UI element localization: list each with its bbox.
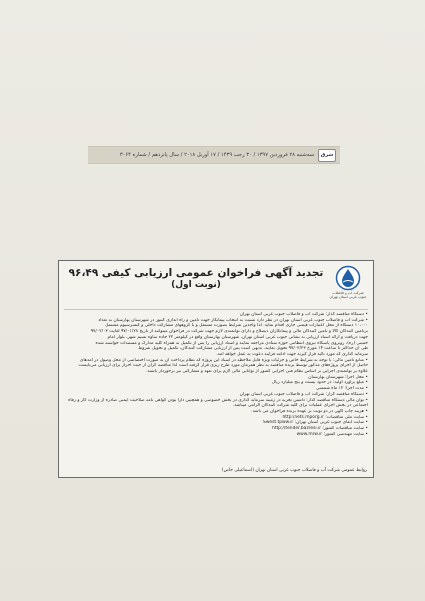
notice-subtitle: (نوبت اول) bbox=[171, 280, 221, 291]
notice-line: • سایت مهندسی کشور: www.mrw.ir bbox=[296, 431, 368, 437]
notice-line: • هزینه چاپ آگهی در دو نوبت بر عهده برنده فراخوان می باشد. bbox=[251, 408, 368, 414]
newspaper-header-strip bbox=[88, 146, 340, 164]
notice-line: ۱۰،۰۰۰ دستگاه از محل اعتبارات قیمتی جاری اقدام نماید. لذا واجدین شرایط بصورت مستقل و یا گروههای مشارکت داخلی و کنسرسیوم مشتمل bbox=[105, 323, 368, 329]
notice-line: برتامین کنندگان کالا و تامین کنندگان مالی و پیمانکاران ذیصلاح و دارای توانمندی لازم جهت شرکت در فراخوان میتوانند از تاریخ ۹۷/۰۱/۲۸ لغایت ۹۷/۰۲/۰۳ bbox=[90, 329, 368, 335]
org-logo bbox=[328, 265, 368, 305]
notice-line: خمینی (ره)، روبروی پاسگاه نیروی انتظامی حوزه ستادی مراجعه نمایند و اسناد ارزیابی را پس از تکمیل به همراه کلیه مدارک و مستندات خواسته شده bbox=[95, 340, 368, 346]
notice-title: تجدید آگهی فراخوان عمومی ارزیابی کیفی ۹۶،۴۹ bbox=[68, 267, 324, 279]
notice-line: حاصل از اجرای پروژه‌های مذکور توسط برنده مناقصه به نظر همزمان مورد طرح ریزی قرار گرفته است لذا مناقصه گران از حیث احراز برای ارزیابی می‌بایست bbox=[78, 363, 368, 369]
notice-line: • مدت اجرا: ۱۲ ماه شمسی bbox=[316, 386, 368, 392]
newspaper-logo bbox=[318, 149, 336, 162]
notice-body bbox=[64, 312, 368, 437]
issue-info: سه‌شنبه ۲۸ فروردین ۱۳۹۷ / ۳۰ رجب ۱۴۳۹ / ۱۷ آوریل ۲۰۱۸ / سال پانزدهم / شماره ۳۰۶۴ bbox=[119, 152, 314, 158]
newspaper-logo-label: شرق bbox=[320, 152, 334, 158]
notice-line: • منابع تامین مالی: با توجه به شرایط خاص و جزئیات ویژه قابل ملاحظه در اسناد این پروژه که نظام پرداخت آن به صورت اختصاصی از محل وصول در آمدهای bbox=[79, 357, 368, 363]
notice-line: • سایت مناقصات کشور: http://tender.bazresi.ir bbox=[271, 426, 368, 432]
notice-line: طی آن حداکثر تا ساعت ۱۴ مورخ ۹۷/۰۲/۲۳ تحویل نمایند. بدیهی است پس از ارزیابی مشارکت کنندگان، تکمیل و تحویل شروط bbox=[138, 346, 368, 352]
notice-line: • محل اجرا: شهرستان بهارستان bbox=[308, 374, 368, 380]
notice-line: • شرکت آب و فاضلاب جنوب غربی استان تهران در نظر دارد نسبت به انتخاب پیمانکار جهت تامین و راه اندازی کنتور در شهرستان بهارستان به تعداد bbox=[98, 317, 368, 323]
notice-footer: روابط عمومی شرکت آب و فاضلاب جنوب غربی استان تهران (اسماعیلی خاص) bbox=[221, 468, 367, 473]
notice-line: اجتماعی در بخش اجرای عملیات برای کلیه شرکت کنندگان الزامی میباشد. bbox=[232, 403, 368, 409]
notice-line: • دستگاه مناقصه گذار: شرکت آب و فاضلاب جنوب غربی استان تهران bbox=[239, 312, 368, 317]
water-drop-logo-icon bbox=[335, 265, 361, 291]
notice-heading bbox=[64, 265, 368, 310]
notice-line: • مبلغ برآورد اولیه: در حدود بیست و پنج میلیارد ریال bbox=[271, 380, 368, 386]
notice-title-block bbox=[64, 265, 328, 291]
notice-line: • توان مالی دستگاه مناقصه گذار: داشتن تجربه در زمینه سرمایه گذاری در بخش خصوصی و همچنین دارا بودن گواهی نامه صلاحیت ایمنی صادره از وزارت کار و رفاه bbox=[68, 397, 368, 403]
tender-notice bbox=[58, 260, 374, 478]
notice-line: • سایت آبفای جنوب غربی استان تهران: Swest.tpww.ir bbox=[263, 420, 368, 426]
notice-line: • دستگاه مناقصه گزار: شرکت آب و فاضلاب جنوب غربی استان تهران bbox=[239, 391, 368, 397]
org-logo-caption: شرکت آب و فاضلاب جنوب غربی استان تهران bbox=[329, 291, 367, 299]
notice-line: • سایت ملی مناقصات: http://iets.mporg.ir bbox=[282, 414, 368, 420]
notice-line: سرمایه گذاری که مورد تائید قرار گیرند جهت ادامه فرایند دعوت به عمل خواهد آمد. bbox=[216, 351, 368, 357]
notice-line: جهت دریافت و ارائه اسناد ارزیابی به نشانی جنوب غربی استان تهران، شهرستان بهارستان واقع در کیلومتر ۲۲ جاده ساوه نسیم شهر، بلوار امام bbox=[107, 334, 368, 340]
notice-line: علاوه بر توانمندی اجرایی بر اساس نظام فنی اجرایی کشور از توانایی مالی لازم برای تعهد و مشارکتی نیز برخوردار باشند. bbox=[146, 369, 368, 375]
